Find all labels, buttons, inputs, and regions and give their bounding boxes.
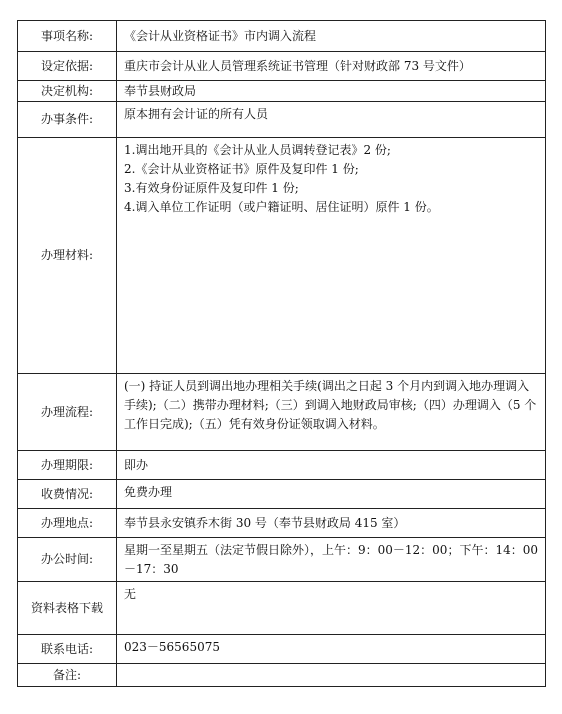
materials-label: 办理材料: — [18, 138, 117, 374]
period-label: 办理期限: — [18, 451, 117, 480]
hours-value — [117, 538, 546, 582]
process-value — [117, 374, 546, 451]
process-text: (一) 持证人员到调出地办理相关手续(调出之日起 3 个月内到调入地办理调入手续);（二）携带办理材料;（三）到调入地财政局审核;（四）办理调入（5 个工作日完成);（五）凭有效身份证领取调入材料。 — [124, 379, 537, 431]
conditions-label: 办事条件: — [18, 102, 117, 138]
row-download — [18, 582, 546, 635]
location-label: 办理地点: — [18, 509, 117, 538]
row-period — [18, 451, 546, 480]
download-label: 资料表格下载 — [18, 582, 117, 635]
authority-label: 决定机构: — [18, 81, 117, 102]
phone-value: 023－56565075 — [117, 635, 546, 664]
location-value: 奉节县永安镇乔木街 30 号（奉节县财政局 415 室） — [117, 509, 546, 538]
row-item-name — [18, 21, 546, 52]
item-name-label: 事项名称: — [18, 21, 117, 52]
phone-label: 联系电话: — [18, 635, 117, 664]
row-conditions — [18, 102, 546, 138]
conditions-value: 原本拥有会计证的所有人员 — [117, 102, 546, 138]
row-authority — [18, 81, 546, 102]
notes-label: 备注: — [18, 664, 117, 687]
basis-value: 重庆市会计从业人员管理系统证书管理（针对财政部 73 号文件） — [117, 52, 546, 81]
authority-value: 奉节县财政局 — [117, 81, 546, 102]
download-value: 无 — [117, 582, 546, 635]
period-value: 即办 — [117, 451, 546, 480]
materials-item-1: 1.调出地开具的《会计从业人员调转登记表》2 份; — [124, 143, 391, 157]
hours-text: 星期一至星期五（法定节假日除外），上午：9：00－12：00；下午：14：00－17：30 — [124, 543, 538, 576]
materials-item-4: 4.调入单位工作证明（或户籍证明、居住证明）原件 1 份。 — [124, 200, 439, 214]
materials-list — [117, 138, 546, 374]
materials-item-2: 2.《会计从业资格证书》原件及复印件 1 份; — [124, 162, 359, 176]
hours-label: 办公时间: — [18, 538, 117, 582]
fees-value: 免费办理 — [117, 480, 546, 509]
procedure-table — [17, 20, 546, 687]
row-hours — [18, 538, 546, 582]
row-basis — [18, 52, 546, 81]
row-phone — [18, 635, 546, 664]
row-process — [18, 374, 546, 451]
row-fees — [18, 480, 546, 509]
item-name-value: 《会计从业资格证书》市内调入流程 — [117, 21, 546, 52]
basis-label: 设定依据: — [18, 52, 117, 81]
materials-item-3: 3.有效身份证原件及复印件 1 份; — [124, 181, 299, 195]
fees-label: 收费情况: — [18, 480, 117, 509]
notes-value — [117, 664, 546, 687]
process-label: 办理流程: — [18, 374, 117, 451]
row-materials — [18, 138, 546, 374]
row-notes — [18, 664, 546, 687]
row-location — [18, 509, 546, 538]
